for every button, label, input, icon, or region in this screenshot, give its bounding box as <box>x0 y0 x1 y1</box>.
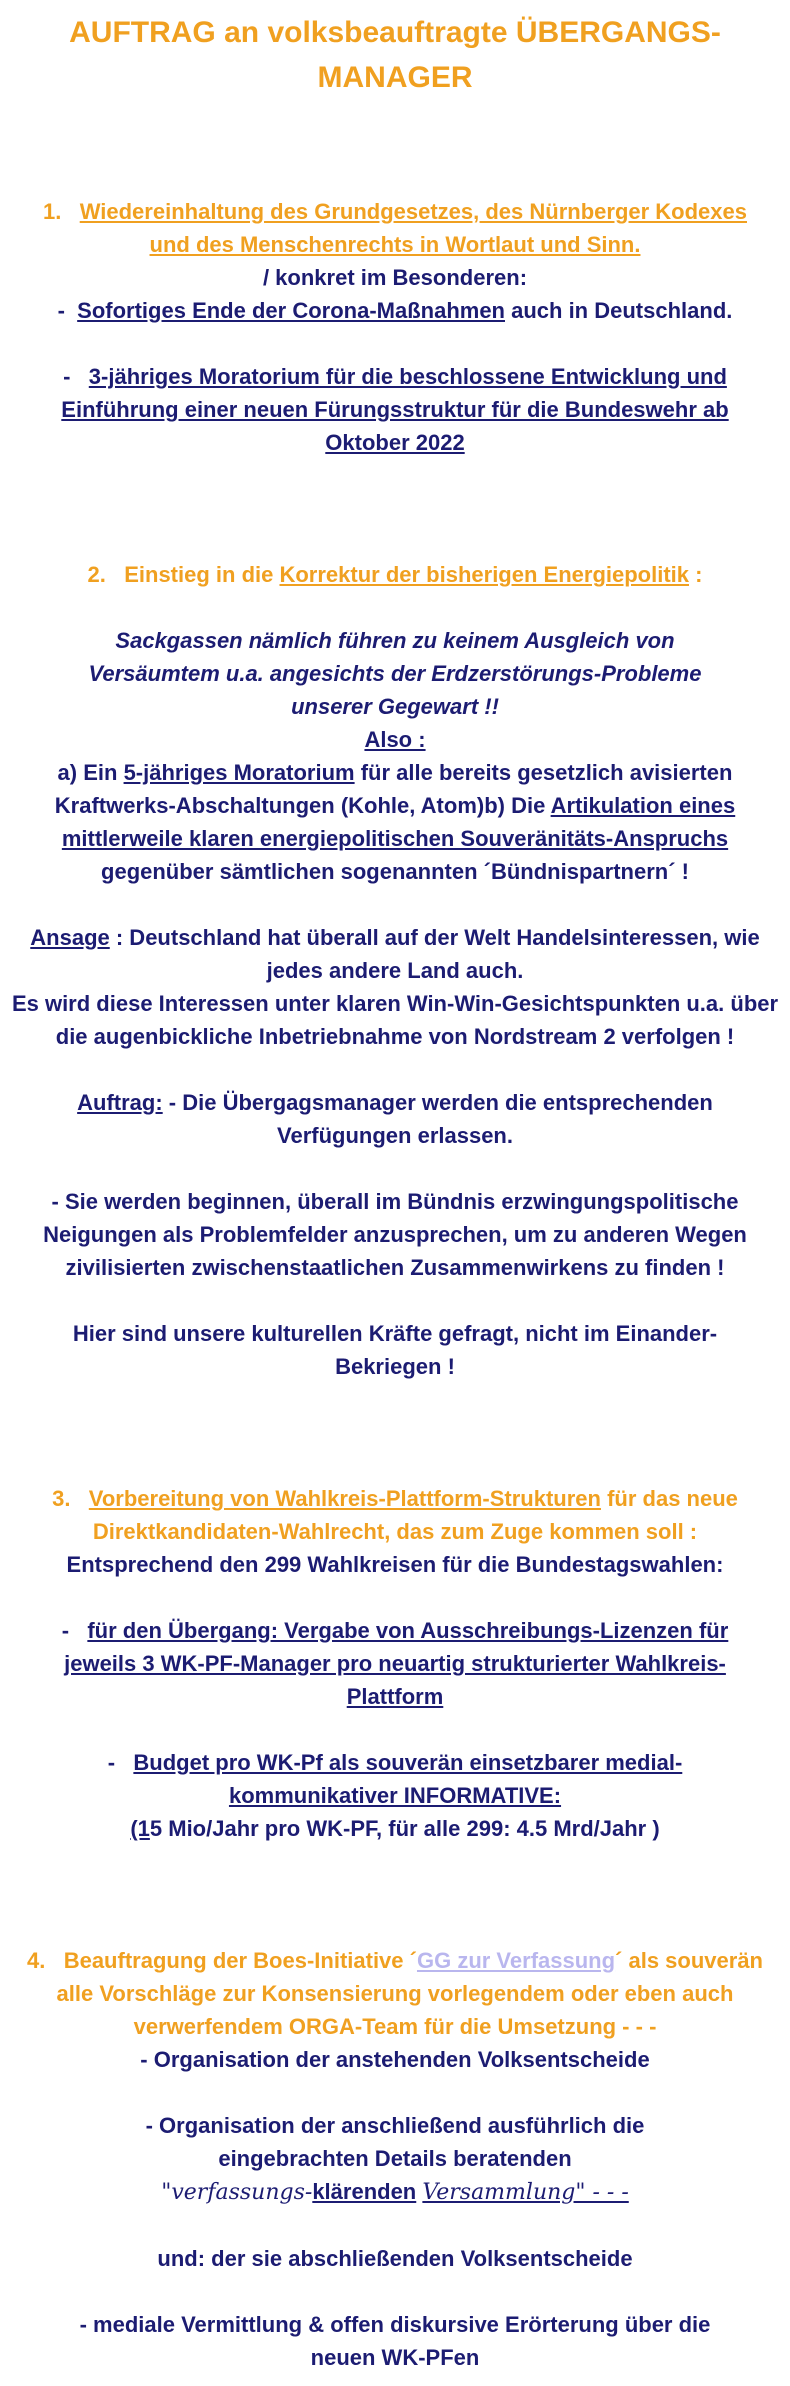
wahlkreis-plattform-link[interactable]: Vorbereitung von Wahlkreis-Plattform-Strukturen <box>88 1486 601 1511</box>
section-1-number: 1. <box>43 199 62 224</box>
ansage-block <box>10 921 780 987</box>
section-2-heading-pre: Einstieg in die <box>124 562 280 587</box>
section-3-item-2: - Budget pro WK-Pf als souverän einsetzbarer medial-kommunikativer INFORMATIVE: <box>107 1750 683 1808</box>
versammlung-bold: klärenden <box>312 2179 417 2204</box>
budget-detail-text: 5 Mio/Jahr pro WK-PF, für alle 299: 4.5 Mrd/Jahr ) <box>149 1816 660 1841</box>
budget-text: Budget pro WK-Pf als souverän einsetzbarer medial-kommunikativer INFORMATIVE: <box>133 1750 683 1808</box>
section-4-item-4: - mediale Vermittlung & offen diskursive Erörterung über die neuen WK-PFen <box>79 2312 711 2370</box>
section-2-heading-post: : <box>689 562 703 587</box>
section-2-number: 2. <box>87 562 106 587</box>
section-4 <box>10 1944 780 2374</box>
section-3-number: 3. <box>52 1486 71 1511</box>
corona-link[interactable]: Sofortiges Ende der Corona-Maßnahmen <box>77 298 505 323</box>
section-3 <box>10 1482 780 1845</box>
section-3-line: Entsprechend den 299 Wahlkreisen für die Bundestagswahlen: <box>66 1552 724 1577</box>
versammlung-script-a: "verfassungs- <box>161 2180 313 2205</box>
section-3-item-1: - für den Übergang: Vergabe von Ausschreibungs-Lizenzen für jeweils 3 WK-PF-Manager pro neuartig strukturierter Wahlkreis-Plattform <box>61 1618 729 1709</box>
section-2-italic-text: Sackgassen nämlich führen zu keinem Ausgleich von Versäumtem u.a. angesichts der Erdzerstörungs-Probleme unserer Gegewart !! <box>88 628 702 719</box>
section-1-heading-text: Wiedereinhaltung des Grundgesetzes, des Nürnberger Kodexes und des Menschenrechts in Wortlaut und Sinn. <box>79 199 747 257</box>
section-1-heading <box>30 195 760 261</box>
gg-zur-verfassung-link[interactable]: GG zur Verfassung <box>416 1948 616 1973</box>
energy-policy-link[interactable]: Korrektur der bisherigen Energiepolitik <box>279 562 690 587</box>
page-title: AUFTRAG an volksbeauftragte ÜBERGANGS-MANAGER <box>69 16 721 94</box>
ansage-label: Ansage <box>30 925 110 950</box>
ansage-text-2: Es wird diese Interessen unter klaren Win-Win-Gesichtspunkten u.a. über die augenbickliche Inbetriebnahme von Nordstream 2 verfolgen ! <box>11 991 779 1049</box>
kraefte-text: Hier sind unsere kulturellen Kräfte gefragt, nicht im Einander-Bekriegen ! <box>72 1321 718 1379</box>
section-1-item-1: - Sofortiges Ende der Corona-Maßnahmen auch in Deutschland. <box>57 298 733 323</box>
auftrag-text: - Die Übergagsmanager werden die entsprechenden Verfügungen erlassen. <box>162 1090 713 1148</box>
section-2-heading <box>10 558 780 591</box>
section-1-sub: / konkret im Besonderen: <box>262 265 528 290</box>
bundeswehr-moratorium-text: 3-jähriges Moratorium für die beschlossene Entwicklung und Einführung einer neuen Fürungsstruktur für die Bundeswehr ab Oktober 2022 <box>61 364 729 455</box>
moratorium-5-link[interactable]: 5-jähriges Moratorium <box>123 760 355 785</box>
auftrag-block <box>10 1086 780 1152</box>
section-4-heading-pre: Beauftragung der Boes-Initiative ´ <box>63 1948 417 1973</box>
lizenzen-text: für den Übergang: Vergabe von Ausschreibungs-Lizenzen für jeweils 3 WK-PF-Manager pro neuartig strukturierter Wahlkreis-Plattform <box>64 1618 729 1709</box>
section-3-heading <box>25 1482 765 1548</box>
neigungen-text: - Sie werden beginnen, überall im Bündnis erzwingungspolitische Neigungen als Problemfelder anzusprechen, um zu anderen Wegen zivilisierten zwischenstaatlichen Zusammenwirkens zu finden ! <box>43 1189 747 1280</box>
section-4-item-2: - Organisation der anschließend ausführlich die eingebrachten Details beratenden <box>145 2113 645 2171</box>
versammlung-script-b: Versammlung" - - - <box>422 2180 629 2205</box>
point-a-end: gegenüber sämtlichen sogenannten ´Bündnispartnern´ ! <box>101 859 689 884</box>
souveraenitaet-link[interactable]: Artikulation eines mittlerweile klaren energiepolitischen Souveränitäts-Anspruchs <box>61 793 736 851</box>
versammlung-line <box>15 2175 775 2209</box>
section-2-point-a <box>10 756 780 888</box>
section-3-budget-detail <box>25 1812 765 1845</box>
section-4-number: 4. <box>27 1948 46 1973</box>
point-a-prefix: a) Ein <box>57 760 124 785</box>
section-1-item-2: - 3-jähriges Moratorium für die beschlossene Entwicklung und Einführung einer neuen Fürungsstruktur für die Bundeswehr ab Oktober 2022 <box>61 364 729 455</box>
section-4-item-3: und: der sie abschließenden Volksentscheide <box>157 2246 633 2271</box>
section-4-item-1: - Organisation der anstehenden Volksentscheide <box>140 2047 650 2072</box>
section-4-heading-post: ´ als souverän alle Vorschläge zur Konsensierung vorlegendem oder eben auch verwerfendem ORGA-Team für die Umsetzung - - - <box>56 1948 763 2039</box>
ansage-text: : Deutschland hat überall auf der Welt Handelsinteressen, wie jedes andere Land auch. <box>109 925 760 983</box>
auftrag-label: Auftrag: <box>77 1090 163 1115</box>
also-label: Also : <box>364 727 426 752</box>
point-a-mid: für alle bereits gesetzlich avisierten Kraftwerks-Abschaltungen (Kohle, Atom)b) Die <box>54 760 733 818</box>
section-4-heading <box>15 1944 775 2043</box>
section-1-item-1-rest: auch in Deutschland. <box>505 298 733 323</box>
section-3-heading-rest: für das neue Direktkandidaten-Wahlrecht, das zum Zuge kommen soll : <box>92 1486 738 1544</box>
budget-detail-underlined: (1 <box>130 1816 150 1841</box>
section-1 <box>10 195 780 459</box>
section-2 <box>10 558 780 1383</box>
